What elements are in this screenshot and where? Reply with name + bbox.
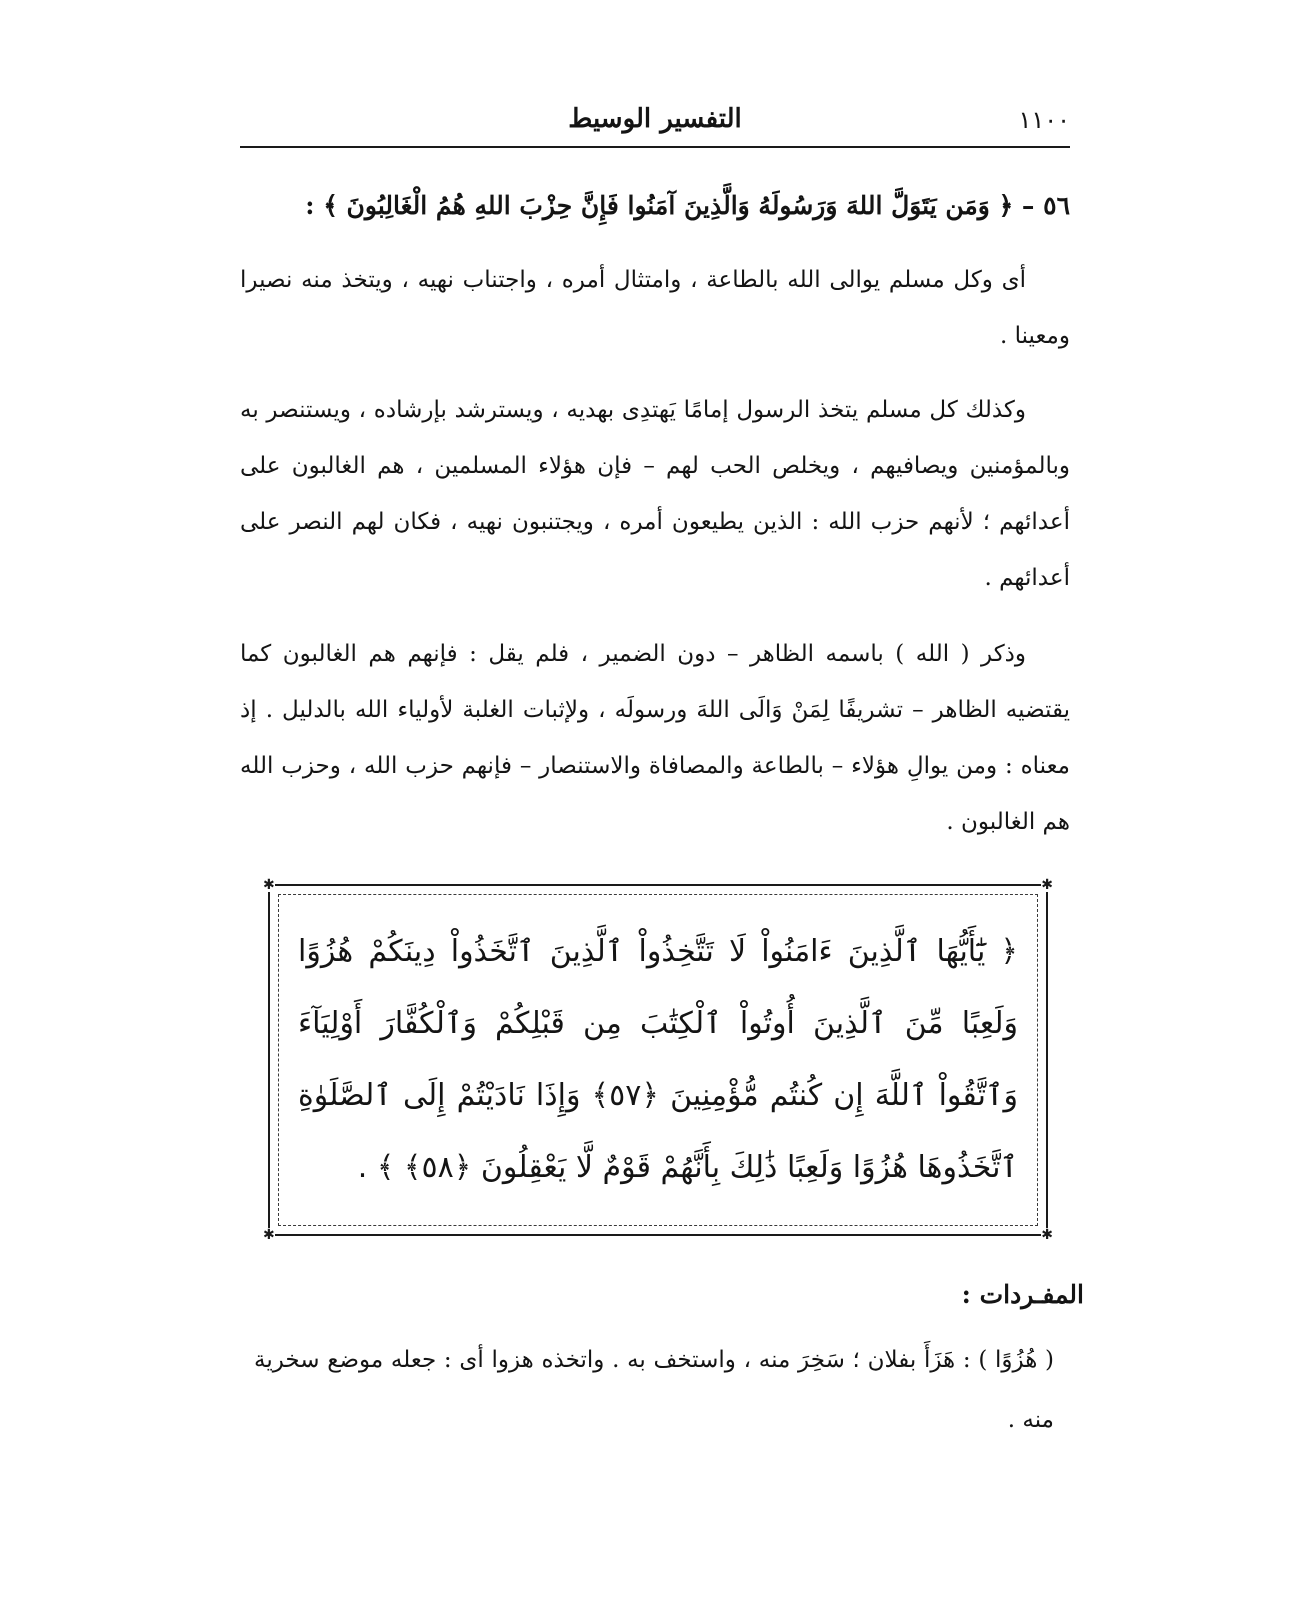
- frame-corner-star-icon: ✱: [1041, 877, 1053, 893]
- quran-verse-frame: [263, 877, 1053, 1243]
- frame-corner-star-icon: ✱: [263, 1227, 275, 1243]
- paragraph-1: أى وكل مسلم يوالى الله بالطاعة ، وامتثال أمره ، واجتناب نهيه ، ويتخذ منه نصيرا ومعينا .: [240, 267, 1070, 349]
- paragraph-2: وكذلك كل مسلم يتخذ الرسول إمامًا يَهتدِى بهديه ، ويسترشد بإرشاده ، ويستنصر به وبالمؤمنين ويصافيهم ، ويخلص الحب لهم – فإن هؤلاء المسلمين ، هم الغالبون على أعدائهم ؛ لأنهم حزب الله : الذين يطيعون أمره ، ويجتنبون نهيه ، فكان لهم النصر على أعدائهم .: [240, 397, 1070, 591]
- vocabulary-entry: ( هُزُوًا ) : هَزَأَ بفلان ؛ سَخِرَ منه ، واستخف به . واتخذه هزوا أى : جعله موضع سخرية منه .: [254, 1347, 1054, 1433]
- paragraph-3: وذكر ( الله ) باسمه الظاهر – دون الضمير ، فلم يقل : فإنهم هم الغالبون كما يقتضيه الظاهر – تشريفًا لِمَنْ وَالَى اللهَ ورسولَه ، ولإثبات الغلبة لأولياء الله بالدليل . إذ معناه : ومن يوالِ هؤلاء – بالطاعة والمصافاة والاستنصار – فإنهم حزب الله ، وحزب الله هم الغالبون .: [240, 641, 1070, 835]
- page-header: [240, 100, 1070, 146]
- vocabulary-heading: المفـردات :: [961, 1280, 1084, 1309]
- verse-56-heading: ٥٦ – ﴿ وَمَن يَتَوَلَّ اللهَ وَرَسُولَهُ وَالَّذِينَ آمَنُوا فَإِنَّ حِزْبَ اللهِ هُمُ الْغَالِبُونَ ﴾ :: [305, 191, 1070, 220]
- page-number: ١١٠٠: [1018, 106, 1070, 134]
- header-divider: [240, 146, 1070, 148]
- frame-corner-star-icon: ✱: [1041, 1227, 1053, 1243]
- frame-corner-star-icon: ✱: [263, 877, 275, 893]
- book-title: التفسير الوسيط: [568, 104, 742, 134]
- quran-passage: ﴿ يَٰٓأَيُّهَا ٱلَّذِينَ ءَامَنُواْ لَا تَتَّخِذُواْ ٱلَّذِينَ ٱتَّخَذُواْ دِينَكُمْ هُزُوًا وَلَعِبًا مِّنَ ٱلَّذِينَ أُوتُواْ ٱلْكِتَٰبَ مِن قَبْلِكُمْ وَٱلْكُفَّارَ أَوْلِيَآءَ وَٱتَّقُواْ ٱللَّهَ إِن كُنتُم مُّؤْمِنِينَ ﴿٥٧﴾ وَإِذَا نَادَيْتُمْ إِلَى ٱلصَّلَوٰةِ ٱتَّخَذُوهَا هُزُوًا وَلَعِبًا ذَٰلِكَ بِأَنَّهُمْ قَوْمٌ لَّا يَعْقِلُونَ ﴿٥٨﴾ ﴾ .: [298, 934, 1018, 1185]
